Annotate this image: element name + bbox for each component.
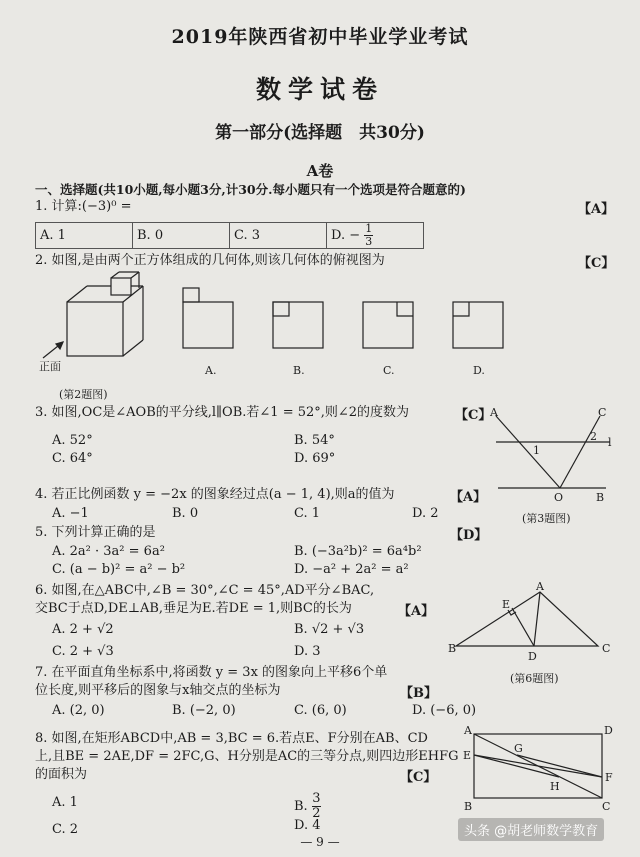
q7-stem-line2: 位长度,则平移后的图象与x轴交点的坐标为 [35, 683, 281, 698]
q4-answer: 【A】 [450, 490, 487, 505]
q3-option-d: D. 69° [294, 451, 336, 466]
q3-stem: 3. 如图,OC是∠AOB的平分线,l∥OB.若∠1 = 52°,则∠2的度数为 [35, 405, 410, 420]
q5-option-b: B. (−3a²b)² = 6a⁴b² [294, 544, 422, 559]
q3-angle-2: 2 [590, 430, 597, 443]
q6-label-b: B [448, 642, 457, 655]
q8-option-a: A. 1 [52, 795, 78, 810]
q3-label-a: A [490, 406, 498, 419]
q2-stem: 2. 如图,是由两个正方体组成的几何体,则该几何体的俯视图为 [35, 253, 385, 268]
q2-label-b: B. [293, 364, 305, 377]
q2-view-d [453, 302, 503, 348]
q8-label-h: H [550, 780, 560, 793]
q1-option-a: A. 1 [36, 223, 133, 249]
q6-stem-line1: 6. 如图,在△ABC中,∠B = 30°,∠C = 45°,AD平分∠BAC, [35, 583, 375, 598]
q2-front-label: 正面 [39, 360, 61, 373]
q8-option-c: C. 2 [52, 822, 79, 837]
q4-option-b: B. 0 [172, 506, 199, 521]
q6-answer: 【A】 [398, 604, 435, 619]
q6-option-c: C. 2 + √3 [52, 644, 114, 659]
q1-option-c: C. 3 [230, 223, 327, 249]
q2-view-a [183, 288, 233, 348]
subject-title: 数学试卷 [255, 75, 384, 104]
q3-answer: 【C】 [455, 408, 492, 423]
q7-option-b: B. (−2, 0) [172, 703, 236, 718]
q8-label-d: D [604, 724, 613, 737]
q4-option-d: D. 2 [412, 506, 439, 521]
q3-angle-1: 1 [533, 444, 540, 457]
q3-option-a: A. 52° [52, 433, 93, 448]
q2-caption: (第2题图) [59, 388, 108, 401]
page-number: — 9 — [300, 835, 340, 849]
q3-option-c: C. 64° [52, 451, 93, 466]
q6-label-d: D [528, 650, 537, 663]
q3-label-c: C [598, 406, 607, 419]
q2-view-c [363, 302, 413, 348]
q1-option-d: D. − $\frac{1}{3}$ [327, 223, 424, 249]
q2-solid-drawing [43, 272, 143, 358]
q1-answer: 【A】 [578, 202, 615, 217]
section-heading: 一、选择题(共10小题,每小题3分,计30分.每小题只有一个选项是符合题意的) [35, 182, 466, 197]
q2-figure [35, 270, 545, 401]
q3-option-b: B. 54° [294, 433, 335, 448]
q6-label-e: E [502, 598, 511, 611]
watermark: 头条 @胡老师数学教育 [458, 818, 604, 841]
q4-option-a: A. −1 [52, 506, 89, 521]
q1-stem: 1. 计算:(−3)⁰ = [35, 199, 132, 214]
q2-label-a: A. [205, 364, 217, 377]
q8-label-e: E [463, 749, 472, 762]
q8-label-g: G [514, 742, 523, 755]
q7-answer: 【B】 [400, 686, 437, 701]
q3-figure [488, 408, 618, 528]
q3-label-o: O [554, 491, 564, 504]
q4-option-c: C. 1 [294, 506, 321, 521]
q8-stem-line1: 8. 如图,在矩形ABCD中,AB = 3,BC = 6.若点E、F分别在AB、CD [35, 731, 428, 746]
q2-label-c: C. [383, 364, 395, 377]
q8-label-a: A [464, 724, 472, 737]
q3-label-b: B [596, 491, 605, 504]
q7-option-c: C. (6, 0) [294, 703, 347, 718]
q8-stem-line2: 上,且BE = 2AE,DF = 2FC,G、H分别是AC的三等分点,则四边形EHFG [35, 749, 459, 764]
q7-option-d: D. (−6, 0) [412, 703, 477, 718]
q8-label-b: B [464, 800, 473, 813]
q3-caption: (第3题图) [522, 512, 571, 525]
q6-caption: (第6题图) [510, 672, 559, 685]
q7-stem-line1: 7. 在平面直角坐标系中,将函数 y = 3x 的图象向上平移6个单 [35, 665, 388, 680]
q8-label-f: F [605, 771, 613, 784]
q8-option-d: D. 4 [294, 818, 321, 833]
q6-label-a: A [536, 580, 544, 593]
q6-label-c: C [602, 642, 611, 655]
q5-answer: 【D】 [450, 528, 488, 543]
q8-stem-line3: 的面积为 [35, 767, 88, 782]
q4-stem: 4. 若正比例函数 y = −2x 的图象经过点(a − 1, 4),则a的值为 [35, 487, 395, 502]
q5-option-d: D. −a² + 2a² = a² [294, 562, 409, 577]
q8-answer: 【C】 [400, 770, 437, 785]
exam-title: 2019年陕西省初中毕业学业考试 [171, 26, 469, 48]
q8-option-b: B. $\frac{3}{2}$ [294, 791, 321, 821]
part-heading: 第一部分(选择题 共30分) [215, 123, 425, 143]
q5-stem: 5. 下列计算正确的是 [35, 525, 156, 540]
q3-label-l: l [608, 436, 612, 449]
q5-option-c: C. (a − b)² = a² − b² [52, 562, 186, 577]
q7-option-a: A. (2, 0) [52, 703, 105, 718]
q6-figure [448, 580, 618, 690]
q2-label-d: D. [473, 364, 485, 377]
q6-option-d: D. 3 [294, 644, 321, 659]
q1-options-table [35, 222, 424, 249]
q1-option-b: B. 0 [133, 223, 230, 249]
q6-option-a: A. 2 + √2 [52, 622, 114, 637]
q2-view-b [273, 302, 323, 348]
q6-option-b: B. √2 + √3 [294, 622, 365, 637]
q2-answer: 【C】 [578, 256, 615, 271]
q5-option-a: A. 2a² · 3a² = 6a² [52, 544, 165, 559]
q8-label-c: C [602, 800, 611, 813]
q6-stem-line2: 交BC于点D,DE⊥AB,垂足为E.若DE = 1,则BC的长为 [35, 601, 352, 616]
q8-figure [462, 724, 622, 824]
volume-heading: A卷 [306, 162, 334, 180]
